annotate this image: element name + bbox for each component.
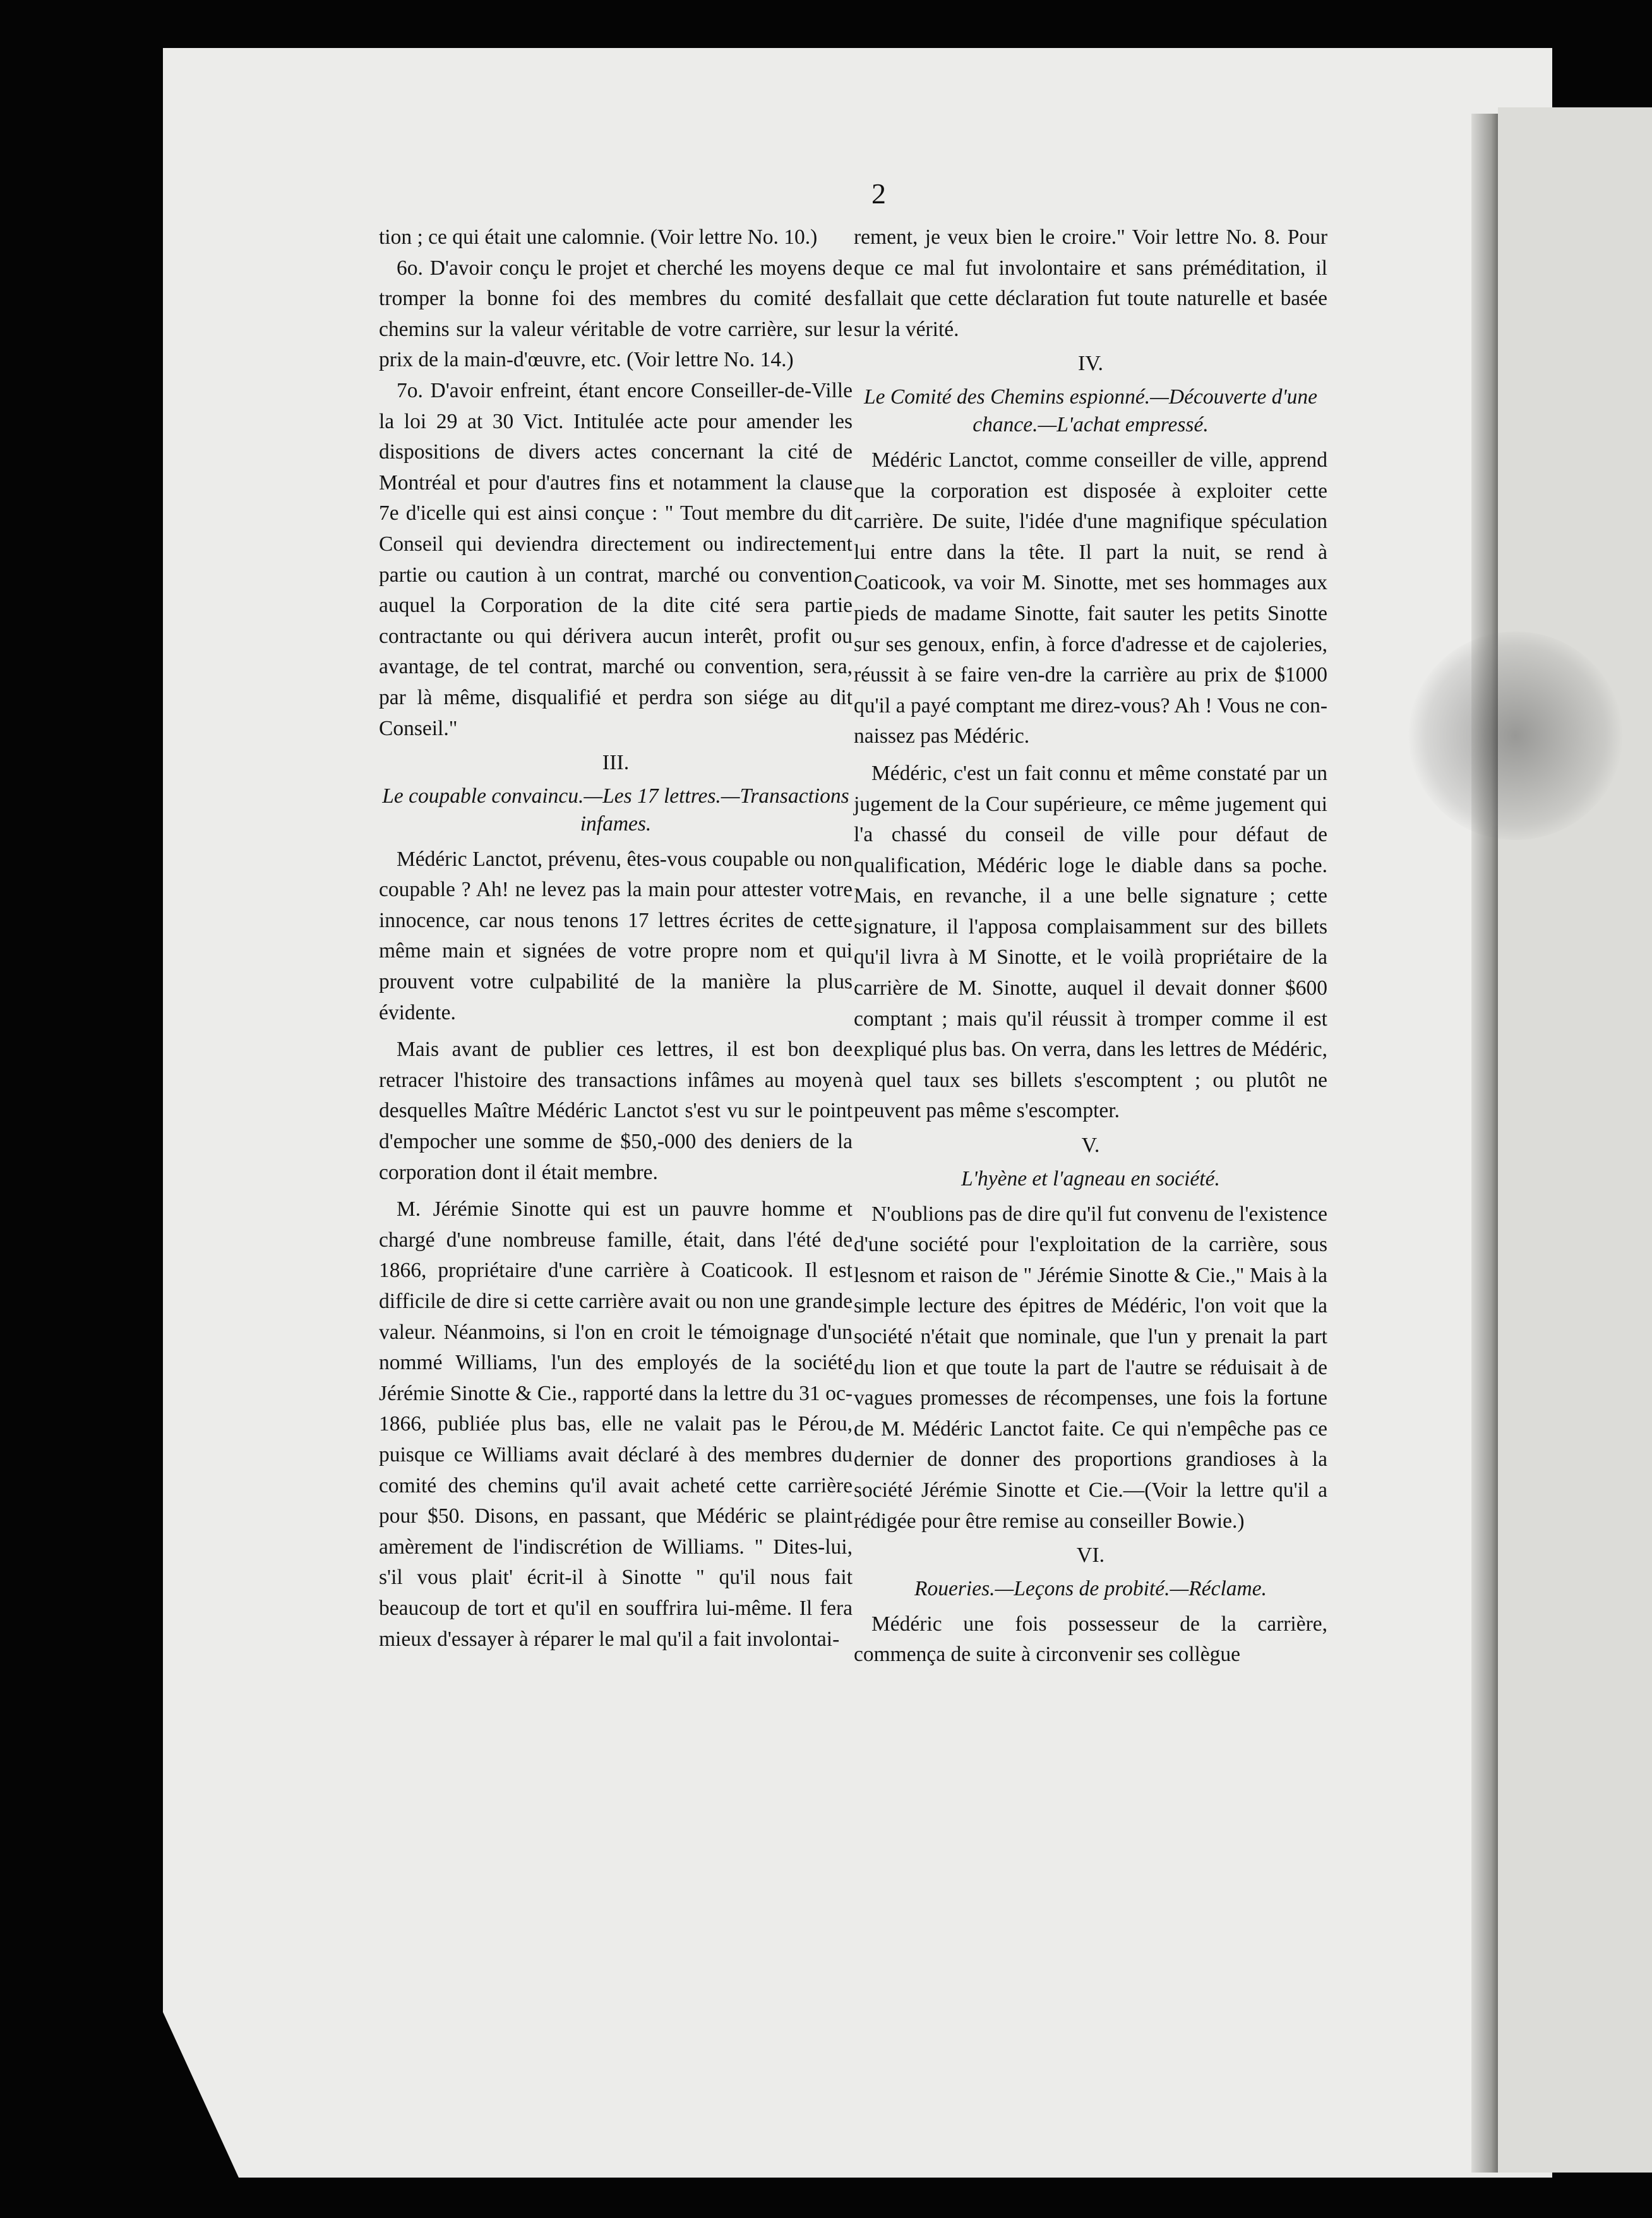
section-subheading: Roueries.—Leçons de probité.—Réclame. xyxy=(914,1576,1267,1600)
ink-stain xyxy=(1408,632,1623,840)
section-heading: IV. xyxy=(1078,352,1103,376)
paragraph: tion ; ce qui était une calomnie. (Voir lettre No. 10.) xyxy=(379,225,818,249)
paragraph: Médéric Lanctot, comme conseiller de ville, apprend que la corporation est disposée à exploiter cette carrière. De suite, l'idée d'une magnifique spéculation lui entre dans la tête. Il part la nuit, se rend à Coaticook, va voir M. Sinotte, met ses hommages aux pieds de madame Sinotte, fait sauter les petits Sinotte sur ses genoux, enfin, à force d'adresse et de cajoleries, réussit à se faire ven-dre la carrière au prix de $1000 qu'il a payé comptant me direz-vous? Ah ! Vous ne con-naissez pas Médéric. xyxy=(854,448,1327,748)
paragraph: N'oublions pas de dire qu'il fut convenu de l'existence d'une société pour l'exploitation de la carrière, sous lesnom et raison de " Jérémie Sinotte & Cie.," Mais à la simple lecture des épitres de Médéric, l'on voit que la société n'était que nominale, que l'un y prenait la part du lion et que toute la part de l'autre se réduisait à de vagues promesses de récompenses, une fois la fortune de M. Médéric Lanctot faite. Ce qui n'empêche pas ce dernier de donner des proportions grandioses à la société Jérémie Sinotte et Cie.—(Voir la lettre qu'il a rédigée pour être remise au conseiller Bowie.) xyxy=(854,1202,1327,1533)
paragraph: 6o. D'avoir conçu le projet et cherché les moyens de tromper la bonne foi des membres du comité des chemins sur la valeur véritable de votre carrière, sur le prix de la main-d'œuvre, etc. (Voir lettre No. 14.) xyxy=(379,256,853,372)
facing-page-edge xyxy=(1498,107,1652,2173)
section-subheading: Le Comité des Chemins espionné.—Découverte d'une chance.—L'achat empressé. xyxy=(864,385,1317,436)
paragraph: Médéric une fois possesseur de la carrière, commença de suite à circonvenir ses collègue xyxy=(854,1612,1327,1667)
section-subheading: Le coupable convaincu.—Les 17 lettres.—Transactions infames. xyxy=(382,784,849,836)
paragraph: M. Jérémie Sinotte qui est un pauvre homme et chargé d'une nombreuse famille, était, dans l'été de 1866, propriétaire d'une carrière à Coaticook. Il est difficile de dire si cette carrière avait ou non une grande valeur. Néanmoins, si l'on en croit le témoignage d'un nommé Williams, l'un des employés de la société Jérémie Sinotte & Cie., rapporté dans la lettre du 31 oc- 1866, publiée plus bas, elle ne valait pas le Pérou, puisque ce Williams avait déclaré à des membres du comité des chemins qu'il avait acheté cette carrière pour $50. Disons, en passant, que Médéric se plaint amèrement de l'indiscrétion de Williams. " Dites-lui, s'il vous plait' écrit-il à Sinotte " qu'il nous fait beaucoup de tort et qu'il en souffrira lui-même. Il fera mieux d'essayer à réparer le mal qu'il a fait involontai- xyxy=(379,1197,853,1651)
paragraph: 7o. D'avoir enfreint, étant encore Conseiller-de-Ville la loi 29 at 30 Vict. Intitulée acte pour amender les dispositions de divers actes concernant la cité de Montréal et pour d'autres fins et notamment la clause 7e d'icelle qui est ainsi conçue : " Tout membre du dit Conseil qui deviendra directement ou indirectement partie ou caution à un contrat, marché ou convention auquel la Corporation de la dite cité sera partie contractante ou qui dérivera aucun interêt, profit ou avantage, de tel contrat, marché ou convention, sera, par là même, disqualifié et perdra son siége au dit Conseil." xyxy=(379,378,853,740)
paragraph: Médéric Lanctot, prévenu, êtes-vous coupable ou non coupable ? Ah! ne levez pas la main pour attester votre innocence, car nous tenons 17 lettres écrites de cette même main et signées de votre propre nom et qui prouvent votre culpabilité de la manière la plus évidente. xyxy=(379,847,853,1024)
paragraph: Mais avant de publier ces lettres, il est bon de retracer l'histoire des transactions infâmes au moyen desquelles Maître Médéric Lanctot s'est vu sur le point d'empocher une somme de $50,-000 des deniers de la corporation dont il était membre. xyxy=(379,1038,853,1184)
right-column xyxy=(854,222,1327,1670)
page-number: 2 xyxy=(871,177,886,210)
section-subheading: L'hyène et l'agneau en société. xyxy=(961,1166,1220,1190)
section-heading: VI. xyxy=(1076,1544,1105,1568)
section-heading: V. xyxy=(1081,1134,1100,1158)
section-heading: III. xyxy=(602,751,630,775)
left-column xyxy=(379,222,853,1655)
paragraph: rement, je veux bien le croire." Voir lettre No. 8. Pour que ce mal fut involontaire et sans préméditation, il fallait que cette déclaration fut toute naturelle et basée sur la vérité. xyxy=(854,225,1327,341)
paragraph: Médéric, c'est un fait connu et même constaté par un jugement de la Cour supérieure, ce même jugement qui l'a chassé du conseil de ville pour défaut de qualification, Médéric loge le diable dans sa poche. Mais, en revanche, il a une belle signature ; cette signature, il l'apposa complaisamment sur des billets qu'il livra à M Sinotte, et le voilà propriétaire de la carrière de M. Sinotte, auquel il devait donner $600 comptant ; mais qu'il réussit à tromper comme il est expliqué plus bas. On verra, dans les lettres de Médéric, à quel taux ses billets s'escomptent ; ou plutôt ne peuvent pas même s'escompter. xyxy=(854,761,1327,1123)
